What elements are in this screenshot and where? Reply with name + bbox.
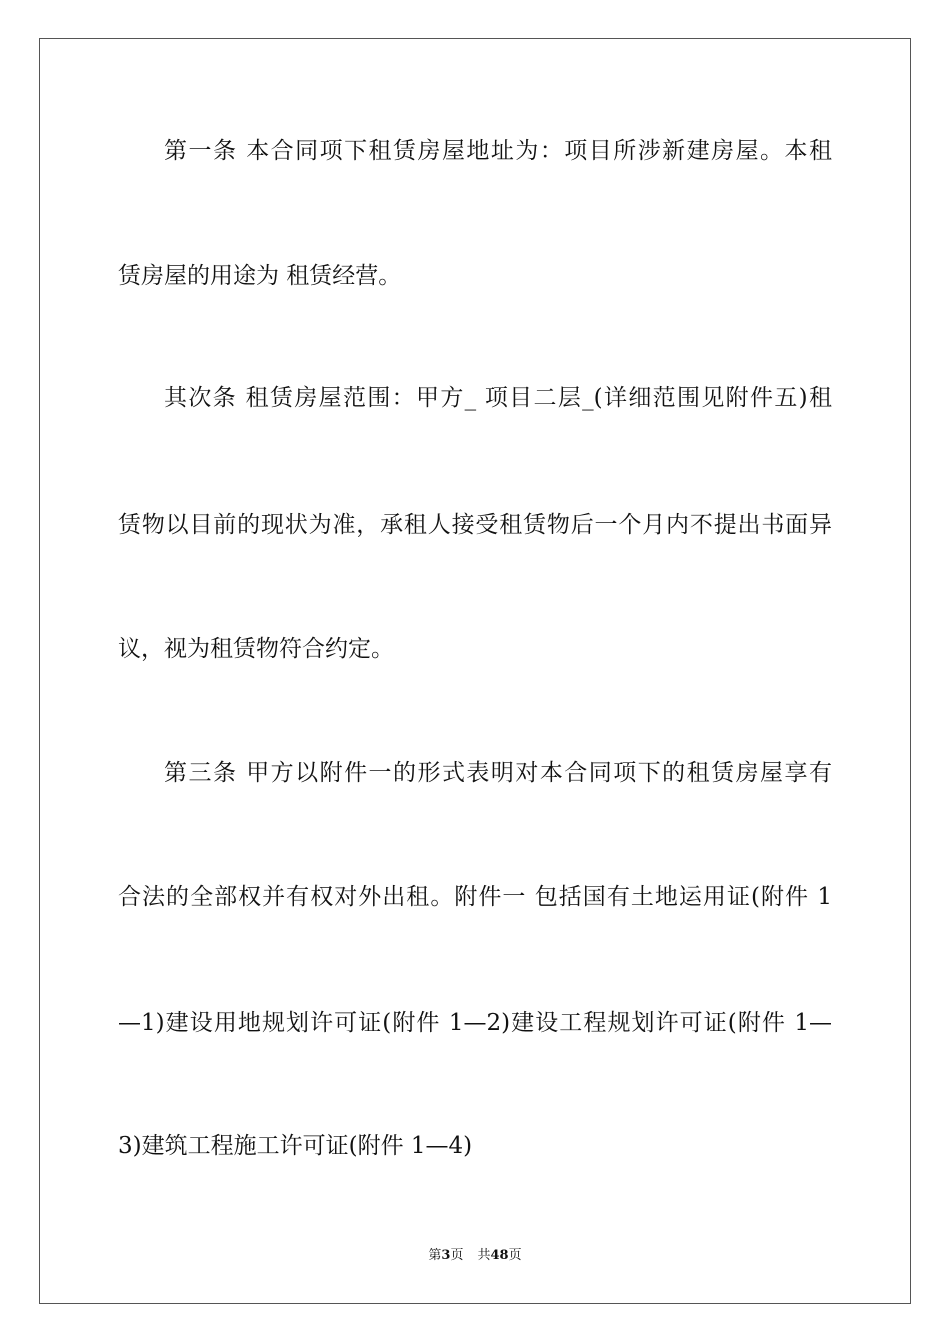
footer-page-prefix: 第: [428, 1248, 442, 1263]
paragraph-3-line-1: 第三条 甲方以附件一的形式表明对本合同项下的租赁房屋享有: [164, 760, 832, 786]
paragraph-3-line-3: —1)建设用地规划许可证(附件 1—2)建设工程规划许可证(附件 1—: [118, 1010, 832, 1036]
footer-total-pages: 48: [490, 1248, 509, 1263]
paragraph-3-line-2: 合法的全部权并有权对外出租。附件一 包括国有土地运用证(附件 1: [118, 884, 832, 910]
paragraph-2-line-3: 议，视为租赁物符合约定。: [118, 636, 394, 662]
paragraph-1-line-1: 第一条 本合同项下租赁房屋地址为：项目所涉新建房屋。本租: [164, 138, 832, 164]
page-footer: [0, 1247, 950, 1265]
paragraph-2-line-1: 其次条 租赁房屋范围：甲方_ 项目二层_(详细范围见附件五)租: [164, 385, 832, 411]
footer-total-prefix: 共: [477, 1248, 491, 1263]
paragraph-2-line-2: 赁物以目前的现状为准，承租人接受租赁物后一个月内不提出书面异: [118, 512, 832, 538]
footer-total-suffix: 页: [508, 1248, 522, 1263]
page-frame: [39, 38, 911, 1304]
footer-page-number: 3: [441, 1248, 451, 1263]
footer-page-suffix: 页: [450, 1248, 464, 1263]
paragraph-1-line-2: 赁房屋的用途为 租赁经营。: [118, 263, 402, 289]
paragraph-3-line-4: 3)建筑工程施工许可证(附件 1—4): [118, 1133, 473, 1159]
